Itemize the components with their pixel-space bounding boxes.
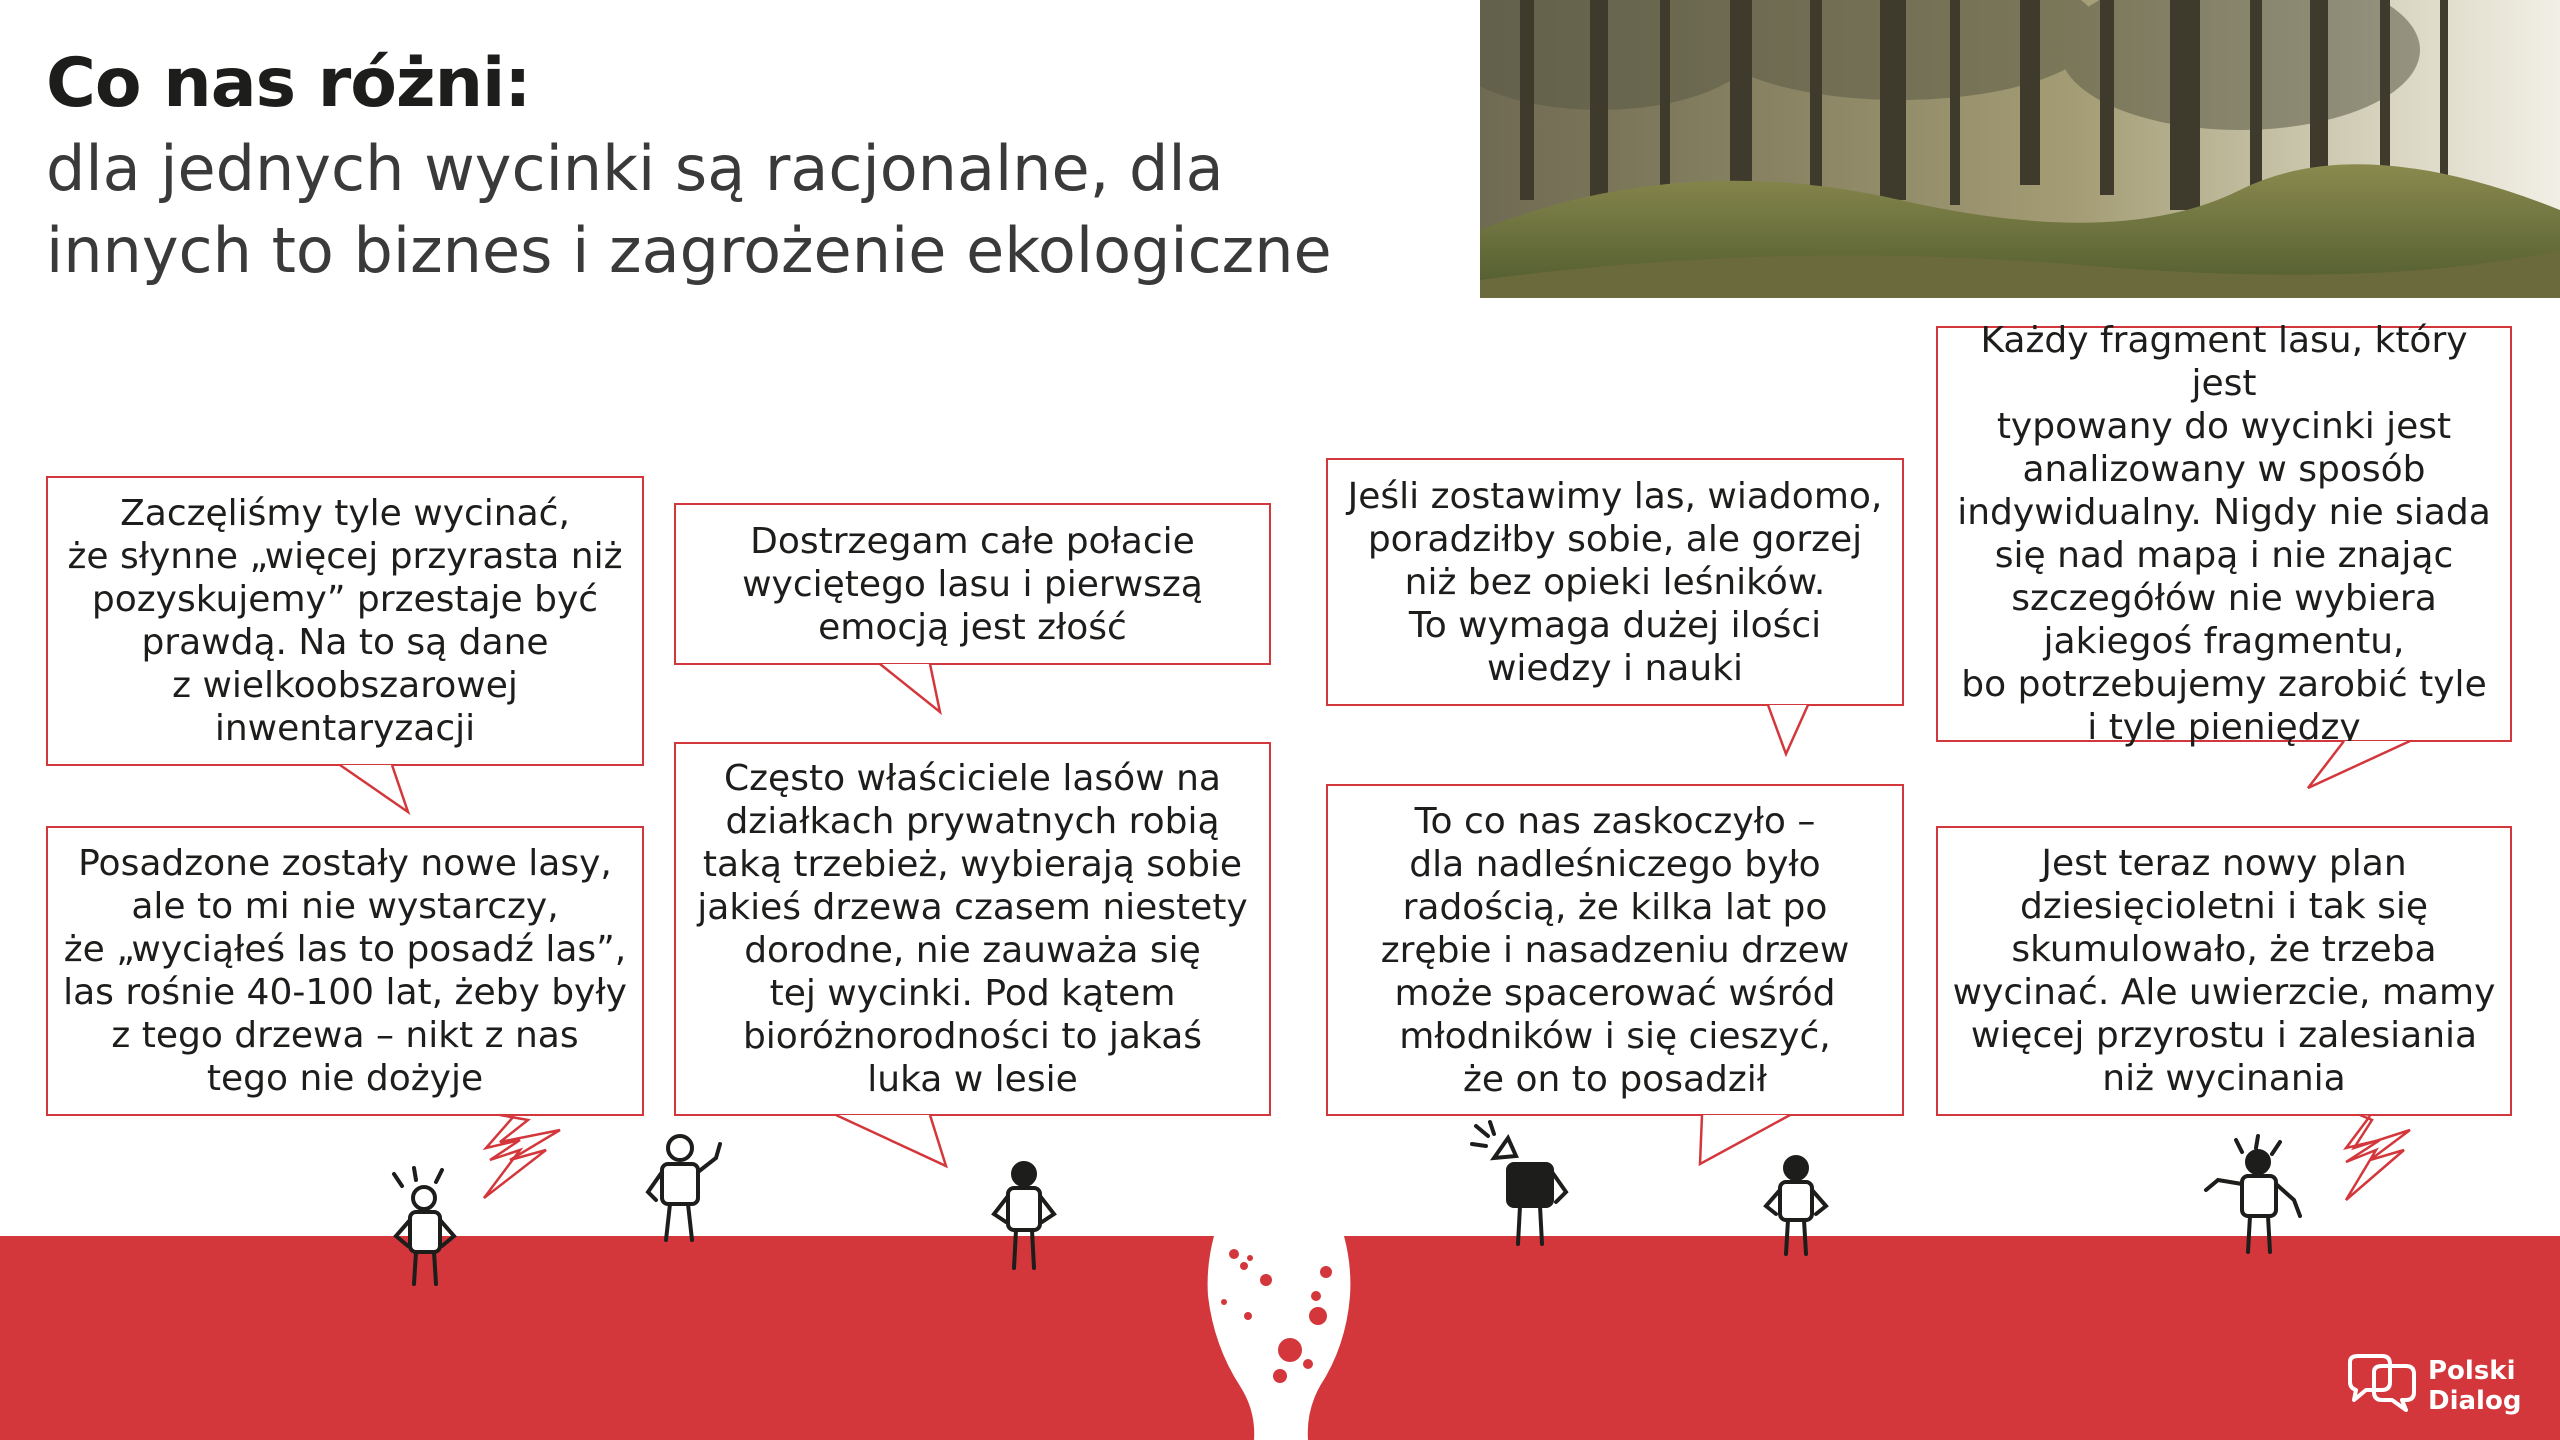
quote-5-line: z tego drzewa – nikt z nas [111, 1015, 579, 1056]
quote-4-line: bo potrzebujemy zarobić tyle [1961, 664, 2487, 705]
quote-8-line: wycinać. Ale uwierzcie, mamy [1952, 972, 2496, 1013]
quote-8-line: Jest teraz nowy plan [2041, 843, 2407, 884]
person-figure-3 [980, 1156, 1076, 1286]
quote-6-line: Często właściciele lasów na [724, 758, 1221, 799]
logo-wordmark [2428, 1356, 2521, 1416]
quote-6-line: jakieś drzewa czasem niestety [697, 887, 1248, 928]
page-subtitle-line-2: innych to biznes i zagrożenie ekologiczne [46, 214, 1332, 287]
page-subtitle-line-1: dla jednych wycinki są racjonalne, dla [46, 132, 1224, 205]
quote-4-line: indywidualny. Nigdy nie siada [1957, 492, 2491, 533]
crack-particles [1221, 1249, 1332, 1383]
quote-5-line: Posadzone zostały nowe lasy, [78, 843, 612, 884]
person-figure-6 [2196, 1134, 2326, 1264]
quote-6-line: bioróżnorodności to jakaś [742, 1016, 1203, 1057]
quote-2-line: wyciętego lasu i pierwszą [742, 563, 1203, 605]
quote-5-line: tego nie dożyje [206, 1058, 484, 1099]
quote-6-line: działkach prywatnych robią [725, 801, 1220, 842]
person-figure-2 [636, 1130, 732, 1260]
logo-line-1: Polski [2428, 1356, 2516, 1386]
quote-5-line: ale to mi nie wystarczy, [131, 886, 559, 927]
bubble-3-tail [1768, 705, 1808, 754]
quote-4-line: się nad mapą i nie znając [1994, 535, 2454, 576]
quote-1-line: z wielkoobszarowej [172, 665, 518, 706]
quote-2-line: Dostrzegam całe połacie [750, 520, 1195, 562]
quote-8-line: niż wycinania [2102, 1058, 2346, 1099]
quote-7-line: radością, że kilka lat po [1402, 886, 1828, 928]
quote-5-line: las rośnie 40-100 lat, żeby były [63, 972, 627, 1013]
quote-6-line: tej wycinki. Pod kątem [769, 973, 1176, 1014]
bubble-1-tail [340, 765, 408, 812]
bubble-4-tail [2308, 741, 2410, 788]
person-figure-5 [1752, 1150, 1848, 1280]
quote-3-line: niż bez opieki leśników. [1404, 561, 1826, 603]
speech-bubbles-logo-icon [2344, 1354, 2418, 1414]
quote-7-line: może spacerować wśród [1394, 972, 1836, 1014]
quote-3-line: Jeśli zostawimy las, wiadomo, [1347, 475, 1883, 517]
quote-3-line: wiedzy i nauki [1486, 647, 1744, 689]
logo-line-2: Dialog [2428, 1386, 2522, 1416]
quote-7-line: dla nadleśniczego było [1409, 843, 1821, 885]
quote-7-line: że on to posadził [1462, 1058, 1767, 1100]
bubble-2-tail [880, 664, 940, 712]
quote-4-line: jakiegoś fragmentu, [2043, 621, 2405, 662]
quote-6-line: dorodne, nie zauważa się [744, 930, 1201, 971]
quote-1-line: pozyskujemy” przestaje być [91, 579, 599, 620]
quote-4-line: szczegółów nie wybiera [2011, 578, 2437, 619]
polski-dialog-logo [2344, 1352, 2544, 1422]
quote-6-line: luka w lesie [867, 1059, 1078, 1100]
quote-3-line: poradziłby sobie, ale gorzej [1367, 518, 1863, 560]
quote-1-line: inwentaryzacji [214, 708, 476, 749]
bubble-5-tail [484, 1115, 560, 1198]
person-figure-4 [1468, 1118, 1598, 1258]
quote-8-line: więcej przyrostu i zalesiania [1970, 1015, 2478, 1056]
quote-1-line: prawdą. Na to są dane [141, 622, 549, 663]
quote-5-line: że „wyciąłeś las to posadź las”, [63, 929, 627, 970]
quote-8-line: dziesięcioletni i tak się [2020, 886, 2428, 927]
quote-4-line: analizowany w sposób [2022, 449, 2426, 490]
page-title: Co nas różni: [46, 44, 531, 123]
quote-2-line: emocją jest złość [818, 606, 1127, 648]
quote-8-line: skumulowało, że trzeba [2011, 929, 2437, 970]
quote-7-line: To co nas zaskoczyło – [1414, 800, 1816, 842]
person-figure-1 [384, 1164, 480, 1294]
quote-4-line: Każdy fragment lasu, który jest [1980, 320, 2468, 404]
bubble-6-tail [836, 1115, 946, 1166]
quote-4-line: i tyle pieniędzy [2087, 707, 2361, 748]
quote-6-line: taką trzebież, wybierają sobie [702, 844, 1243, 885]
quote-1-line: że słynne „więcej przyrasta niż [67, 536, 623, 577]
quote-7-line: zrębie i nasadzeniu drzew [1380, 929, 1850, 971]
quote-3-line: To wymaga dużej ilości [1408, 604, 1822, 646]
quote-4-line: typowany do wycinki jest [1996, 406, 2452, 447]
quote-1-line: Zaczęliśmy tyle wycinać, [120, 493, 570, 534]
quote-7-line: młodników i się cieszyć, [1399, 1015, 1831, 1057]
bubble-8-tail [2346, 1115, 2410, 1200]
